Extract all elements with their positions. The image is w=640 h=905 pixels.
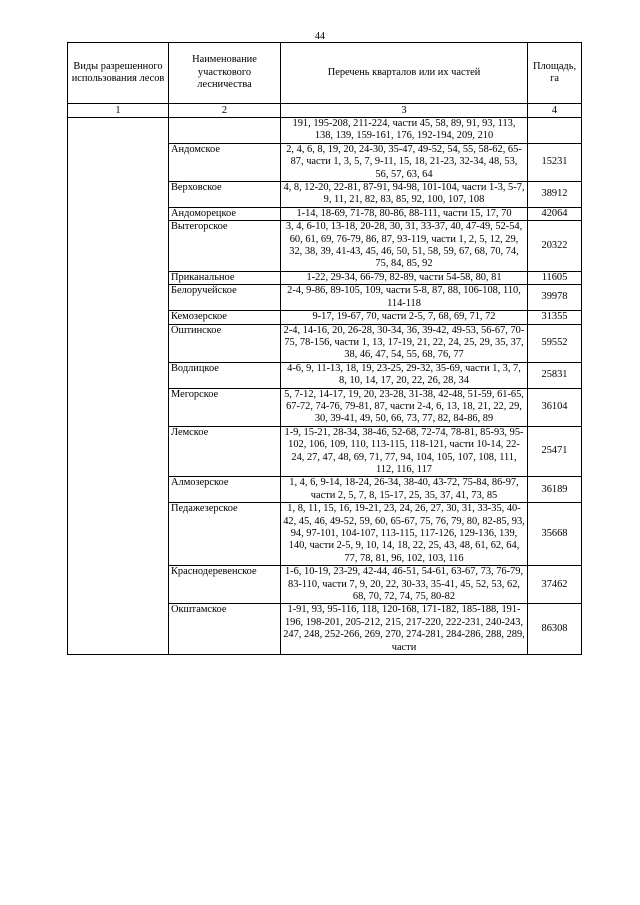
quarters-cell: 1, 8, 11, 15, 16, 19-21, 23, 24, 26, 27, 30, 31, 33-35, 40-42, 45, 46, 49-52, 59, 60, 65-67, 75, 76, 79, 80, 82-85, 93, 94, 97-101, 104-107, 113-115, 117-126, 129-136, 139, 140, части 2-5, 9, 10, 14, 18, 22, 25, 43, 48, 61, 62, 64, 77, 78, 81, 96, 102, 103, 116 <box>281 503 528 566</box>
area-cell: 39978 <box>528 285 582 311</box>
forestry-name-cell: Мегорское <box>169 388 281 426</box>
quarters-cell: 5, 7-12, 14-17, 19, 20, 23-28, 31-38, 42-48, 51-59, 61-65, 67-72, 74-76, 79-81, 87, части 2-4, 6, 13, 18, 21, 22, 29, 30, 39-41, 49, 50, 66, 73, 77, 82, 84-86, 89 <box>281 388 528 426</box>
forestry-name-cell: Алмозерское <box>169 477 281 503</box>
area-cell: 25831 <box>528 362 582 388</box>
area-cell: 59552 <box>528 324 582 362</box>
quarters-cell: 1, 4, 6, 9-14, 18-24, 26-34, 38-40, 43-72, 75-84, 86-97, части 2, 5, 7, 8, 15-17, 25, 35, 37, 41, 73, 85 <box>281 477 528 503</box>
forestry-name-cell: Окштамское <box>169 604 281 655</box>
area-cell: 86308 <box>528 604 582 655</box>
forestry-name-cell <box>169 118 281 144</box>
area-cell: 37462 <box>528 566 582 604</box>
forestry-name-cell: Оштинское <box>169 324 281 362</box>
area-cell: 36104 <box>528 388 582 426</box>
use-type-cell <box>68 118 169 655</box>
quarters-cell: 9-17, 19-67, 70, части 2-5, 7, 68, 69, 71, 72 <box>281 311 528 324</box>
quarters-cell: 1-22, 29-34, 66-79, 82-89, части 54-58, 80, 81 <box>281 271 528 284</box>
header-area: Площадь, га <box>528 43 582 104</box>
table-row <box>68 118 582 144</box>
forestry-name-cell: Андоморецкое <box>169 207 281 220</box>
forestry-name-cell: Лемское <box>169 426 281 477</box>
column-number: 3 <box>281 104 528 118</box>
column-number: 2 <box>169 104 281 118</box>
quarters-cell: 3, 4, 6-10, 13-18, 20-28, 30, 31, 33-37, 40, 47-49, 52-54, 60, 61, 69, 76-79, 86, 87, 93-119, части 1, 2, 5, 12, 29, 32, 38, 39, 41-43, 45, 46, 50, 51, 58, 59, 67, 68, 70, 74, 75, 84, 85, 92 <box>281 221 528 272</box>
column-number: 4 <box>528 104 582 118</box>
forestry-name-cell: Педажезерское <box>169 503 281 566</box>
quarters-cell: 1-6, 10-19, 23-29, 42-44, 46-51, 54-61, 63-67, 73, 76-79, 83-110, части 7, 9, 20, 22, 30-33, 35-41, 45, 52, 53, 62, 68, 70, 72, 74, 75, 80-82 <box>281 566 528 604</box>
quarters-cell: 4, 8, 12-20, 22-81, 87-91, 94-98, 101-104, части 1-3, 5-7, 9, 11, 21, 82, 83, 85, 92, 100, 107, 108 <box>281 182 528 208</box>
forestry-name-cell: Белоручейское <box>169 285 281 311</box>
area-cell <box>528 118 582 144</box>
quarters-cell: 191, 195-208, 211-224, части 45, 58, 89, 91, 93, 113, 138, 139, 159-161, 176, 192-194, 209, 210 <box>281 118 528 144</box>
forestry-name-cell: Андомское <box>169 143 281 181</box>
quarters-cell: 1-9, 15-21, 28-34, 38-46, 52-68, 72-74, 78-81, 85-93, 95-102, 106, 109, 110, 113-115, 118-121, части 10-14, 22-24, 27, 47, 48, 69, 71, 77, 94, 104, 105, 107, 108, 111, 112, 116, 117 <box>281 426 528 477</box>
area-cell: 38912 <box>528 182 582 208</box>
forestry-name-cell: Кемозерское <box>169 311 281 324</box>
header-quarters: Перечень кварталов или их частей <box>281 43 528 104</box>
area-cell: 42064 <box>528 207 582 220</box>
header-forestry-name: Наименование участкового лесничества <box>169 43 281 104</box>
area-cell: 31355 <box>528 311 582 324</box>
area-cell: 11605 <box>528 271 582 284</box>
column-number: 1 <box>68 104 169 118</box>
forest-quarters-table <box>67 42 582 655</box>
forestry-name-cell: Верховское <box>169 182 281 208</box>
quarters-cell: 2-4, 14-16, 20, 26-28, 30-34, 36, 39-42, 49-53, 56-67, 70-75, 78-156, части 1, 13, 17-19, 21, 22, 24, 25, 29, 35, 37, 38, 46, 47, 54, 55, 68, 76, 77 <box>281 324 528 362</box>
header-use-type: Виды разрешенного использования лесов <box>68 43 169 104</box>
page-number: 44 <box>315 31 325 42</box>
area-cell: 20322 <box>528 221 582 272</box>
quarters-cell: 1-14, 18-69, 71-78, 80-86, 88-111, части 15, 17, 70 <box>281 207 528 220</box>
column-number-row <box>68 104 582 118</box>
quarters-cell: 2, 4, 6, 8, 19, 20, 24-30, 35-47, 49-52, 54, 55, 58-62, 65-87, части 1, 3, 5, 7, 9-11, 15, 18, 21-23, 32-34, 48, 53, 56, 57, 63, 64 <box>281 143 528 181</box>
quarters-cell: 4-6, 9, 11-13, 18, 19, 23-25, 29-32, 35-69, части 1, 3, 7, 8, 10, 14, 17, 20, 22, 26, 28, 34 <box>281 362 528 388</box>
header-row <box>68 43 582 104</box>
quarters-cell: 1-91, 93, 95-116, 118, 120-168, 171-182, 185-188, 191-196, 198-201, 205-212, 215, 217-220, 222-231, 240-243, 247, 248, 252-266, 269, 270, 274-281, 284-286, 288, 289, части <box>281 604 528 655</box>
area-cell: 36189 <box>528 477 582 503</box>
area-cell: 15231 <box>528 143 582 181</box>
forestry-name-cell: Краснодеревенское <box>169 566 281 604</box>
area-cell: 25471 <box>528 426 582 477</box>
quarters-cell: 2-4, 9-86, 89-105, 109, части 5-8, 87, 88, 106-108, 110, 114-118 <box>281 285 528 311</box>
area-cell: 35668 <box>528 503 582 566</box>
forestry-name-cell: Водлицкое <box>169 362 281 388</box>
forestry-name-cell: Вытегорское <box>169 221 281 272</box>
forestry-name-cell: Приканальное <box>169 271 281 284</box>
